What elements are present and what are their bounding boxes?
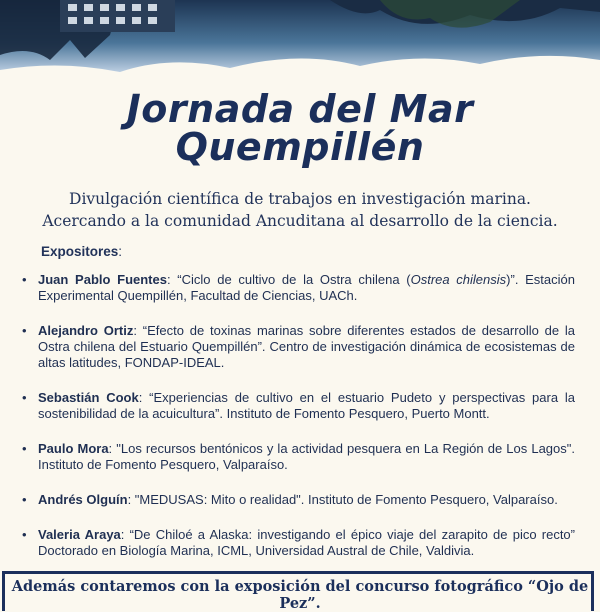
speaker-item xyxy=(22,441,575,473)
speaker-talk: : "MEDUSAS: Mito o realidad". Instituto de Fomento Pesquero, Valparaíso. xyxy=(127,492,558,507)
speaker-item xyxy=(22,272,575,304)
bullet: • xyxy=(22,492,27,507)
speaker-talk: : “De Chiloé a Alaska: investigando el épico viaje del zarapito de pico recto” Doctorado en Biología Marina, ICML, Universidad Austral de Chile, Valdivia. xyxy=(38,527,575,558)
water-reflection-illustration xyxy=(0,0,600,95)
speaker-item xyxy=(22,492,575,508)
speaker-name: Sebastián Cook xyxy=(38,390,139,405)
bullet: • xyxy=(22,323,27,338)
bullet: • xyxy=(22,441,27,456)
speaker-item xyxy=(22,527,575,559)
speaker-name: Alejandro Ortiz xyxy=(38,323,134,338)
speaker-name: Juan Pablo Fuentes xyxy=(38,272,167,287)
subtitle-line-2: Acercando a la comunidad Ancuditana al desarrollo de la ciencia. xyxy=(42,212,558,230)
speaker-affiliation: )”. Estación Experimental Quempillén, Facultad de Ciencias, UACh. xyxy=(38,272,575,303)
speaker-talk: : “Experiencias de cultivo en el estuario Pudeto y perspectivas para la sostenibilidad de la acuicultura”. Instituto de Fomento Pesquero, Puerto Montt. xyxy=(38,390,575,421)
bullet: • xyxy=(22,527,27,542)
speaker-talk: : “Ciclo de cultivo de la Ostra chilena ( xyxy=(166,272,411,287)
speaker-name: Paulo Mora xyxy=(38,441,109,456)
title-line-2: Quempillén xyxy=(175,125,425,169)
bullet: • xyxy=(22,390,27,405)
footer-text: Además contaremos con la exposición del concurso fotográfico “Ojo de Pez”. xyxy=(11,578,589,612)
speaker-name: Andrés Olguín xyxy=(38,492,128,507)
speaker-item xyxy=(22,323,575,371)
expositores-colon: : xyxy=(118,244,123,259)
speaker-talk: : “Efecto de toxinas marinas sobre diferentes estados de desarrollo de la Ostra chilena del Estuario Quempillén”. Centro de investigación dinámica de ecosistemas de altas latitudes, FONDAP-IDEAL. xyxy=(38,323,575,370)
subtitle-line-1: Divulgación científica de trabajos en investigación marina. xyxy=(69,190,531,208)
speaker-name: Valeria Araya xyxy=(38,527,121,542)
expositores-label: Expositores xyxy=(41,244,119,259)
species-name: Ostrea chilensis xyxy=(410,272,507,287)
speaker-item xyxy=(22,390,575,422)
speaker-list xyxy=(22,272,575,578)
title-line-1: Jornada del Mar xyxy=(126,87,474,131)
bullet: • xyxy=(22,272,27,287)
expositores-heading xyxy=(41,244,122,259)
speaker-talk: : "Los recursos bentónicos y la actividad pesquera en La Región de Los Lagos". Instituto de Fomento Pesquero, Valparaíso. xyxy=(38,441,575,472)
header-photo xyxy=(0,0,600,95)
